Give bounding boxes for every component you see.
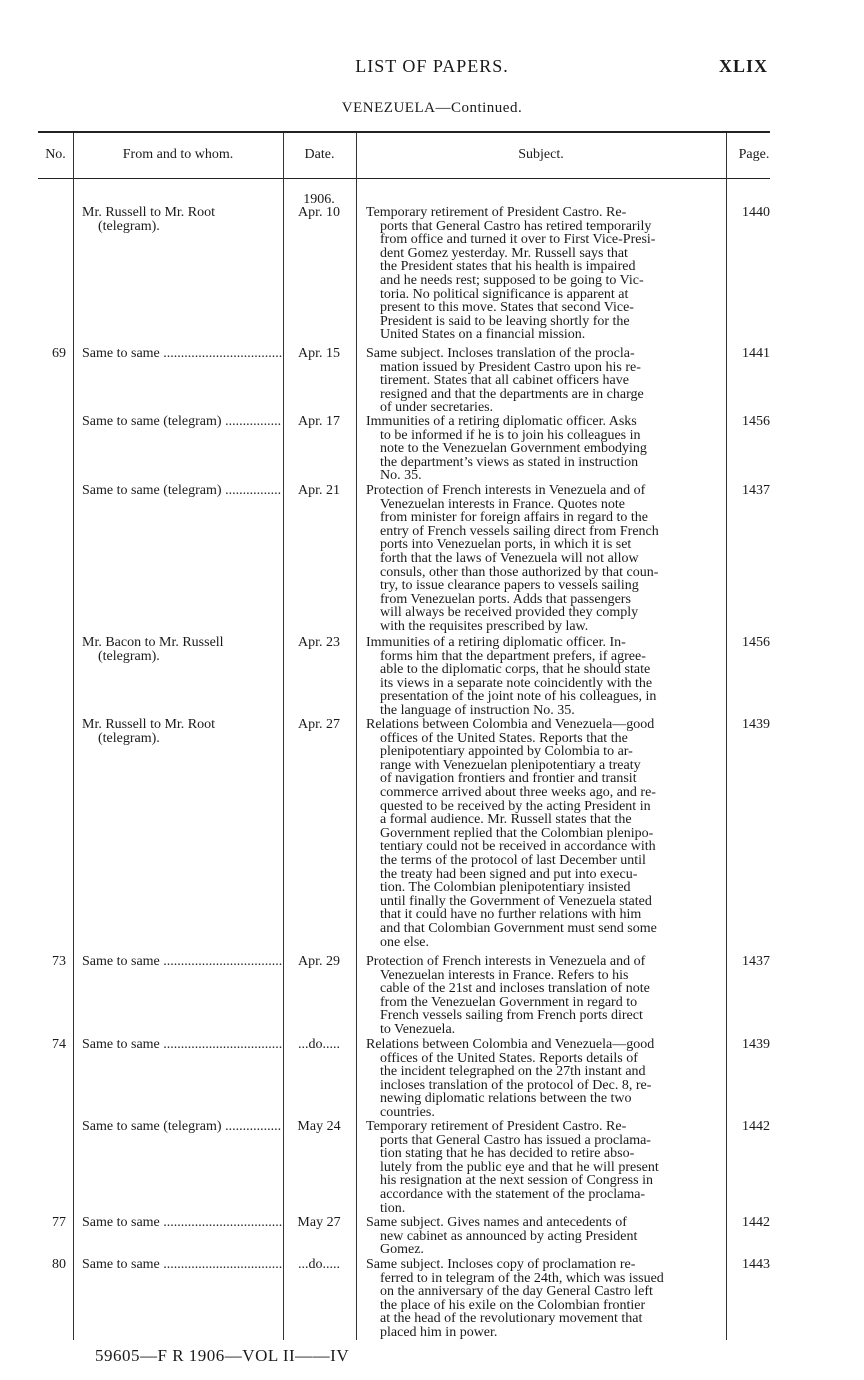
row-date: May 27 xyxy=(297,1215,341,1230)
row-date: ...do..... xyxy=(298,1037,340,1052)
subject-line: on the anniversary of the day General Castro left xyxy=(380,1284,653,1300)
row-date: Apr. 29 xyxy=(298,954,340,969)
row-from-to xyxy=(82,955,282,969)
from-to-line: Same to same ..... xyxy=(82,347,282,361)
row-from-to xyxy=(82,1258,282,1272)
subject-line: try, to issue clearance papers to vessels sailing xyxy=(380,578,639,594)
subject-line: entry of French vessels sailing direct from French xyxy=(380,523,659,539)
from-to-line: Same to same ..... xyxy=(82,1038,282,1052)
subject-line: forth that the laws of Venezuela will not allow xyxy=(380,550,639,566)
row-from-to xyxy=(82,636,282,663)
subject-line: range with Venezuelan plenipotentiary a treaty xyxy=(380,757,641,773)
row-page: 1437 xyxy=(742,483,770,498)
from-to-line: Mr. Bacon to Mr. Russell xyxy=(82,636,224,650)
from-to-line: (telegram). xyxy=(98,649,160,664)
subject-line: countries. xyxy=(380,1104,435,1120)
row-page: 1443 xyxy=(742,1257,770,1272)
column-divider-2 xyxy=(283,133,284,1340)
subject-line: the terms of the protocol of last December until xyxy=(380,852,646,868)
subject-line: the language of instruction No. 35. xyxy=(380,702,575,718)
from-to-line: Same to same (telegram) ..... xyxy=(82,415,282,429)
subject-line: toria. No political significance is apparent at xyxy=(380,286,629,302)
subject-line: French vessels sailing from French ports direct xyxy=(380,1008,643,1024)
subject-line: lutely from the public eye and that he will present xyxy=(380,1159,659,1175)
subject-line: offices of the United States. Reports that the xyxy=(380,730,628,746)
subject-line: Temporary retirement of President Castro. Re- xyxy=(366,205,627,220)
row-number: 77 xyxy=(52,1215,66,1230)
subject-line: incloses translation of the protocol of Dec. 8, re- xyxy=(380,1077,652,1093)
subject-line: Same subject. Incloses translation of the procla- xyxy=(366,346,635,361)
row-date: Apr. 21 xyxy=(298,483,340,498)
row-subject xyxy=(366,955,720,1037)
subject-line: one else. xyxy=(380,934,429,950)
page-number: XLIX xyxy=(718,56,768,76)
subject-line: No. 35. xyxy=(380,468,422,484)
subject-line: until finally the Government of Venezuela stated xyxy=(380,893,652,909)
subject-line: United States on a financial mission. xyxy=(380,327,586,343)
subject-line: Immunities of a retiring diplomatic officer. In- xyxy=(366,635,626,650)
subject-line: ports into Venezuelan ports, in which it is set xyxy=(380,537,632,553)
subject-line: Same subject. Gives names and antecedents of xyxy=(366,1215,627,1230)
row-from-to xyxy=(82,718,282,745)
column-divider-4 xyxy=(726,133,727,1340)
row-subject xyxy=(366,718,720,949)
from-to-line: Mr. Russell to Mr. Root xyxy=(82,718,216,732)
row-subject xyxy=(366,484,720,634)
subject-line: tion. The Colombian plenipotentiary insisted xyxy=(380,880,631,896)
subject-line: able to the diplomatic corps, that he should state xyxy=(380,662,651,678)
subject-line: consuls, other than those authorized by that coun- xyxy=(380,564,659,580)
row-number: 69 xyxy=(52,346,66,361)
row-page: 1440 xyxy=(742,205,770,220)
subject-line: the President states that his health is impaired xyxy=(380,259,636,275)
subject-line: presentation of the joint note of his colleagues, in xyxy=(380,689,657,705)
subject-line: Gomez. xyxy=(380,1242,424,1258)
subject-line: Government replied that the Colombian plenipo- xyxy=(380,825,654,841)
from-to-line: Same to same (telegram) ..... xyxy=(82,484,282,498)
subject-line: Same subject. Incloses copy of proclamation re- xyxy=(366,1257,636,1272)
row-page: 1441 xyxy=(742,346,770,361)
subject-line: his resignation at the next session of Congress in xyxy=(380,1173,653,1189)
table-header-rule xyxy=(38,178,770,179)
column-header-date: Date. xyxy=(304,147,335,162)
subject-line: will always be received provided they comply xyxy=(380,605,639,621)
subject-line: commerce arrived about three weeks ago, and re- xyxy=(380,784,656,800)
page-title: LIST OF PAPERS. xyxy=(355,56,509,76)
subject-line: Venezuelan interests in France. Refers to his xyxy=(380,967,629,983)
subject-line: President is said to be leaving shortly for the xyxy=(380,313,630,329)
subject-line: Immunities of a retiring diplomatic officer. Asks xyxy=(366,414,637,429)
column-header-from: From and to whom. xyxy=(122,147,234,162)
from-to-line: (telegram). xyxy=(98,219,160,234)
subject-line: ferred to in telegram of the 24th, which was issued xyxy=(380,1270,664,1286)
row-date: Apr. 15 xyxy=(298,346,340,361)
subject-line: Relations between Colombia and Venezuela—good xyxy=(366,717,655,732)
subject-line: of under secretaries. xyxy=(380,400,494,416)
subject-line: newing diplomatic relations between the two xyxy=(380,1091,632,1107)
table-top-rule xyxy=(38,131,770,133)
column-divider-1 xyxy=(73,133,74,1340)
row-subject xyxy=(366,1258,720,1340)
row-number: 73 xyxy=(52,954,66,969)
subject-line: ports that General Castro has retired temporarily xyxy=(380,218,652,234)
subject-line: tion. xyxy=(380,1200,406,1216)
subject-line: mation issued by President Castro upon his re- xyxy=(380,359,641,375)
from-to-line: Same to same ..... xyxy=(82,1258,282,1272)
subject-line: cable of the 21st and incloses translation of note xyxy=(380,981,650,997)
footer-signature: 59605—F R 1906—VOL II——IV xyxy=(95,1346,350,1365)
subject-line: note to the Venezuelan Government embodying xyxy=(380,441,647,457)
subject-line: plenipotentiary appointed by Colombia to ar- xyxy=(380,744,633,760)
subject-line: resigned and that the departments are in charge xyxy=(380,386,644,402)
column-header-no: No. xyxy=(45,147,66,162)
subject-line: of navigation frontiers and frontier and transit xyxy=(380,771,637,787)
subject-line: from minister for foreign affairs in regard to the xyxy=(380,510,648,526)
row-date: May 24 xyxy=(297,1119,341,1134)
row-page: 1437 xyxy=(742,954,770,969)
row-subject xyxy=(366,347,720,415)
subject-line: with the requisites prescribed by law. xyxy=(380,618,589,634)
subject-line: quested to be received by the acting President in xyxy=(380,798,651,814)
subject-line: the incident telegraphed on the 27th instant and xyxy=(380,1064,646,1080)
row-number: 74 xyxy=(52,1037,66,1052)
row-page: 1456 xyxy=(742,635,770,650)
from-to-line: Mr. Russell to Mr. Root xyxy=(82,206,216,220)
row-subject xyxy=(366,636,720,718)
subject-line: at the head of the revolutionary movement that xyxy=(380,1311,643,1327)
row-page: 1442 xyxy=(742,1215,770,1230)
row-subject xyxy=(366,206,720,342)
subject-line: Relations between Colombia and Venezuela—good xyxy=(366,1037,655,1052)
row-date: Apr. 17 xyxy=(298,414,340,429)
row-number: 80 xyxy=(52,1257,66,1272)
subject-line: Temporary retirement of President Castro. Re- xyxy=(366,1119,627,1134)
row-from-to xyxy=(82,1216,282,1230)
subject-line: from Venezuelan ports. Adds that passengers xyxy=(380,591,631,607)
subject-line: and that Colombian Government must send some xyxy=(380,920,657,936)
section-title: VENEZUELA—Continued. xyxy=(341,100,523,116)
subject-line: forms him that the department prefers, if agree- xyxy=(380,648,646,664)
row-subject xyxy=(366,1216,720,1257)
subject-line: from the Venezuelan Government in regard to xyxy=(380,994,638,1010)
subject-line: new cabinet as announced by acting President xyxy=(380,1228,638,1244)
column-header-subject: Subject. xyxy=(518,147,564,162)
subject-line: accordance with the statement of the proclama- xyxy=(380,1186,646,1202)
row-date: Apr. 27 xyxy=(298,717,340,732)
subject-line: from office and turned it over to First Vice-Presi- xyxy=(380,232,656,248)
subject-line: the treaty had been signed and put into execu- xyxy=(380,866,638,882)
subject-line: its views in a separate note coincidently with the xyxy=(380,675,653,691)
column-divider-3 xyxy=(356,133,357,1340)
from-to-line: Same to same ..... xyxy=(82,955,282,969)
from-to-line: Same to same (telegram) ..... xyxy=(82,1120,282,1134)
subject-line: to Venezuela. xyxy=(380,1021,456,1037)
column-header-page: Page. xyxy=(738,147,770,162)
row-page: 1442 xyxy=(742,1119,770,1134)
subject-line: Protection of French interests in Venezuela and of xyxy=(366,483,646,498)
row-page: 1456 xyxy=(742,414,770,429)
subject-line: tentiary could not be received in accordance with xyxy=(380,839,656,855)
row-from-to xyxy=(82,347,282,361)
row-date: ...do..... xyxy=(298,1257,340,1272)
row-from-to xyxy=(82,484,282,498)
row-subject xyxy=(366,1120,720,1215)
subject-line: that it could have no further relations with him xyxy=(380,907,642,923)
subject-line: Venezuelan interests in France. Quotes note xyxy=(380,496,625,512)
row-from-to xyxy=(82,1120,282,1134)
subject-line: the department’s views as stated in instruction xyxy=(380,454,639,470)
row-page: 1439 xyxy=(742,1037,770,1052)
subject-line: and he needs rest; supposed to be going to Vic- xyxy=(380,272,644,288)
row-date: Apr. 10 xyxy=(298,205,340,220)
subject-line: ports that General Castro has issued a proclama- xyxy=(380,1132,651,1148)
subject-line: tirement. States that all cabinet officers have xyxy=(380,373,629,389)
subject-line: present to this move. States that second Vice- xyxy=(380,300,634,316)
subject-line: Protection of French interests in Venezuela and of xyxy=(366,954,646,969)
subject-line: dent Gomez yesterday. Mr. Russell says that xyxy=(380,245,628,261)
subject-line: tion stating that he has decided to retire abso- xyxy=(380,1146,635,1162)
subject-line: a formal audience. Mr. Russell states that the xyxy=(380,812,632,828)
subject-line: to be informed if he is to join his colleagues in xyxy=(380,427,641,443)
row-page: 1439 xyxy=(742,717,770,732)
row-date: Apr. 23 xyxy=(298,635,340,650)
row-from-to xyxy=(82,1038,282,1052)
subject-line: offices of the United States. Reports details of xyxy=(380,1050,638,1066)
from-to-line: Same to same ..... xyxy=(82,1216,282,1230)
from-to-line: (telegram). xyxy=(98,731,160,746)
row-from-to xyxy=(82,415,282,429)
row-subject xyxy=(366,1038,720,1120)
row-from-to xyxy=(82,206,282,233)
subject-line: placed him in power. xyxy=(380,1324,498,1340)
row-subject xyxy=(366,415,720,483)
year-label: 1906. xyxy=(303,192,335,207)
subject-line: the place of his exile on the Colombian frontier xyxy=(380,1297,646,1313)
